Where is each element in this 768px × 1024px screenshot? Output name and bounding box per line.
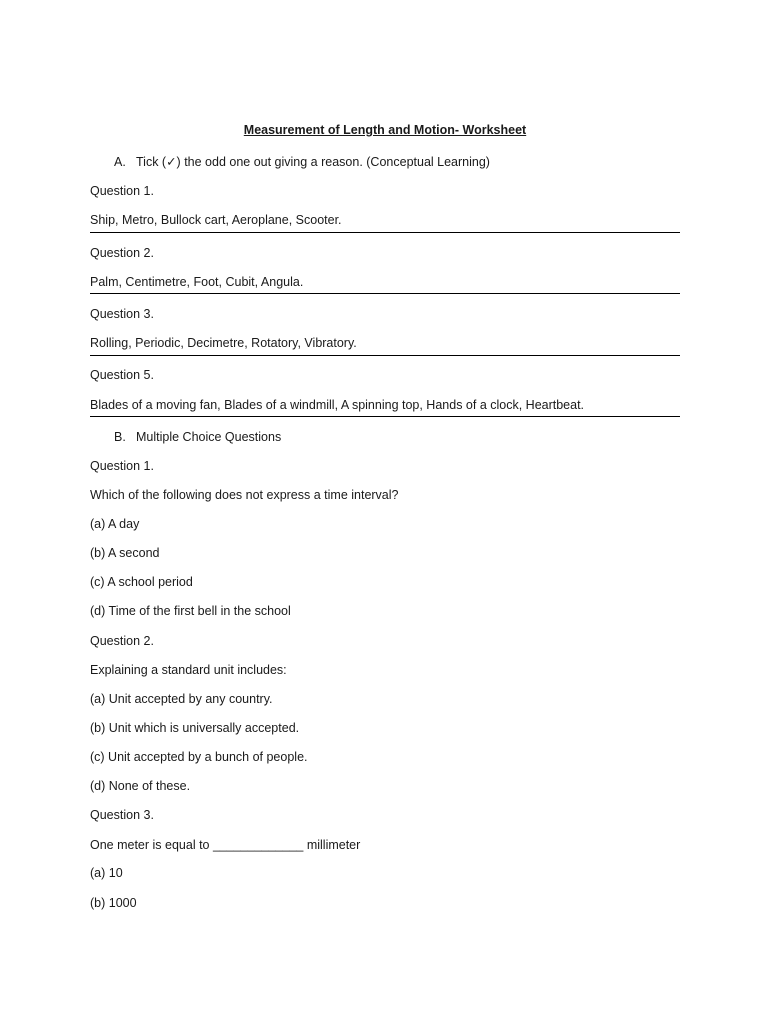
section-a-heading-text: Tick (✓) the odd one out giving a reason. (Conceptual Learning): [136, 155, 490, 169]
answer-divider: [90, 232, 680, 233]
b-question-1-option-a: (a) A day: [90, 517, 140, 531]
a-question-5-text: Blades of a moving fan, Blades of a windmill, A spinning top, Hands of a clock, Heartbeat.: [90, 398, 585, 412]
b-question-1-text: Which of the following does not express a time interval?: [90, 488, 399, 502]
section-b-heading: [114, 429, 281, 445]
a-question-5-label: Question 5.: [90, 368, 154, 382]
b-question-2-option-c: (c) Unit accepted by a bunch of people.: [90, 750, 308, 764]
b-question-3-option-a: (a) 10: [90, 866, 123, 880]
a-question-1-text: Ship, Metro, Bullock cart, Aeroplane, Scooter.: [90, 213, 342, 227]
b-question-3-label: Question 3.: [90, 808, 154, 822]
a-question-3-text: Rolling, Periodic, Decimetre, Rotatory, Vibratory.: [90, 336, 357, 350]
b-question-2-label: Question 2.: [90, 634, 154, 648]
b-question-2-option-d: (d) None of these.: [90, 779, 191, 793]
a-question-3-label: Question 3.: [90, 307, 154, 321]
section-b-letter: B.: [114, 430, 126, 444]
b-question-1-option-c: (c) A school period: [90, 575, 193, 589]
a-question-2-text: Palm, Centimetre, Foot, Cubit, Angula.: [90, 275, 304, 289]
answer-divider: [90, 293, 680, 294]
b-question-3-option-b: (b) 1000: [90, 896, 137, 910]
b-question-1-label: Question 1.: [90, 459, 154, 473]
b-question-3-text: One meter is equal to _____________ millimeter: [90, 838, 361, 852]
answer-divider: [90, 355, 680, 356]
b-question-2-option-a: (a) Unit accepted by any country.: [90, 692, 273, 706]
a-question-2-label: Question 2.: [90, 246, 154, 260]
section-a-heading: [114, 154, 490, 170]
b-question-2-text: Explaining a standard unit includes:: [90, 663, 287, 677]
a-question-1-label: Question 1.: [90, 184, 154, 198]
b-question-1-option-b: (b) A second: [90, 546, 160, 560]
worksheet-title: Measurement of Length and Motion- Worksheet: [243, 123, 527, 137]
section-a-letter: A.: [114, 155, 126, 169]
section-b-heading-text: Multiple Choice Questions: [136, 430, 282, 444]
b-question-1-option-d: (d) Time of the first bell in the school: [90, 604, 291, 618]
b-question-2-option-b: (b) Unit which is universally accepted.: [90, 721, 300, 735]
answer-divider: [90, 416, 680, 417]
